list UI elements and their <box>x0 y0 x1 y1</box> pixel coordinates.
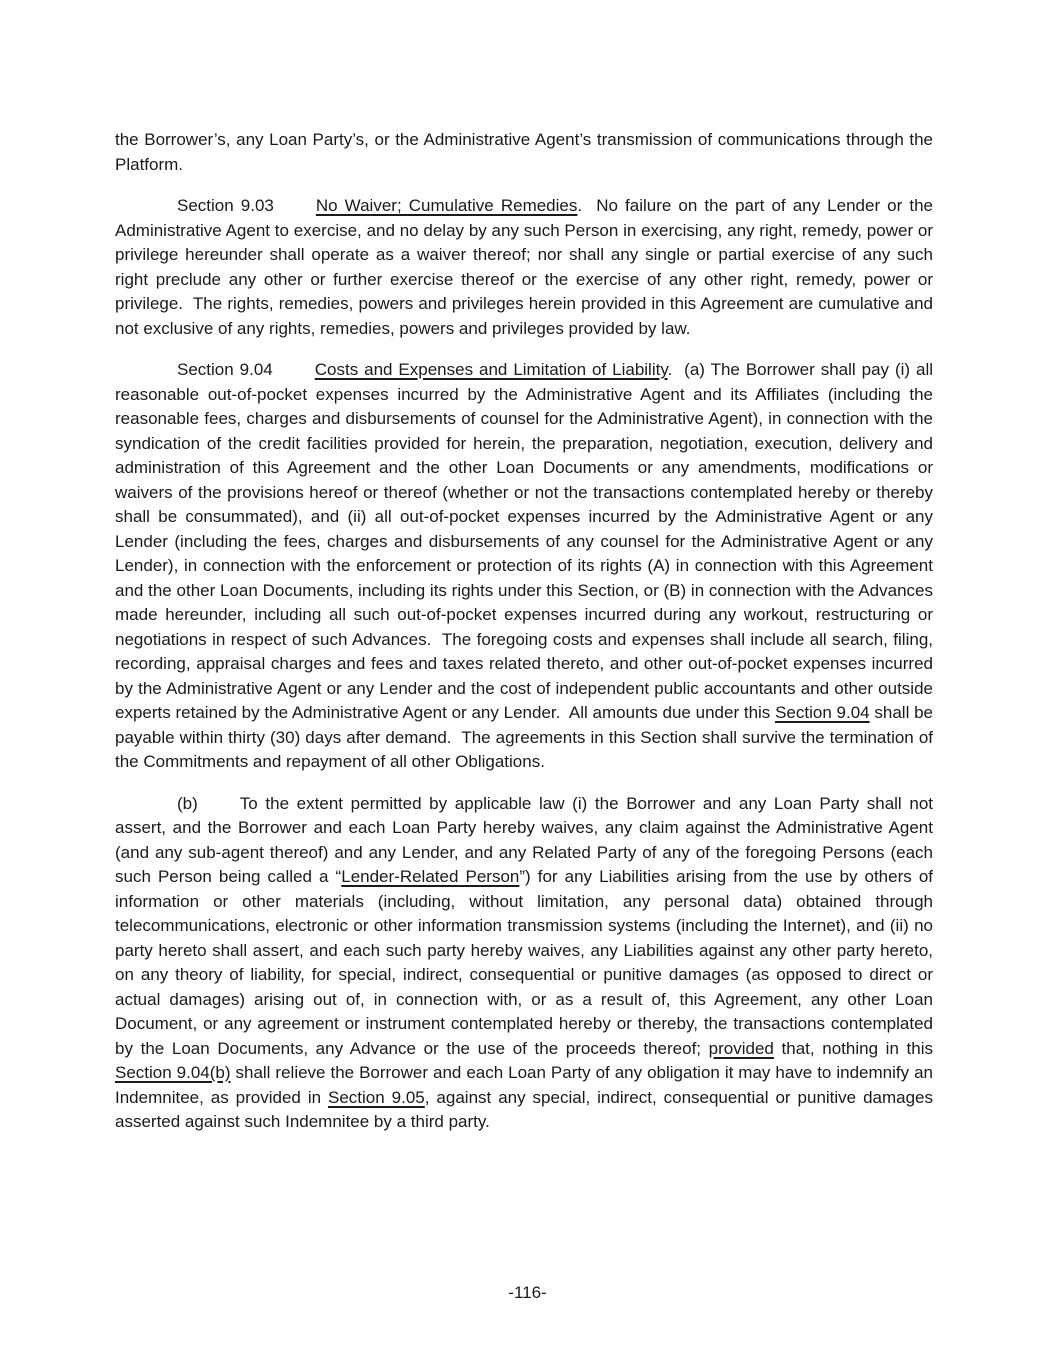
paragraph-section-9-04 <box>115 358 938 775</box>
page-number: -116- <box>508 1283 547 1302</box>
text-run: . (a) The Borrower shall pay (i) all reasonable out-of-pocket expenses incurred by the Administrative Agent and its Affiliates (including the reasonable fees, charges and disbursements of counsel for the Administrative Agent), in connection with the syndication of the credit facilities provided for herein, the preparation, negotiation, execution, delivery and administration of this Agreement and the other Loan Documents or any amendments, modifications or waivers of the provisions hereof or thereof (whether or not the transactions contemplated hereby or thereby shall be consummated), and (ii) all out-of-pocket expenses incurred by the Administrative Agent or any Lender (including the fees, charges and disbursements of any counsel for the Administrative Agent or any Lender), in connection with the enforcement or protection of its rights (A) in connection with this Agreement and the other Loan Documents, including its rights under this Section, or (B) in connection with the Advances made hereunder, including all such out-of-pocket expenses incurred during any workout, restructuring or negotiations in respect of such Advances. The foregoing costs and expenses shall include all search, filing, recording, appraisal charges and fees and taxes related thereto, and other out-of-pocket expenses incurred by the Administrative Agent or any Lender and the cost of independent public accountants and other outside experts retained by the Administrative Agent or any Lender. All amounts due under this <box>115 360 938 722</box>
text-run: the Borrower’s, any Loan Party’s, or the Administrative Agent’s transmission of communications through the Platform. <box>115 130 938 174</box>
tab-space <box>198 808 240 809</box>
text-run: Section 9.03 <box>177 196 274 215</box>
text-run: that, nothing in this <box>773 1038 938 1058</box>
tab-space <box>274 210 316 211</box>
text-run: shall be payable within thirty (30) days after demand. The agreements in this Section shall survive the termination of the Commitments and repayment of all other Obligations. <box>115 703 938 771</box>
underlined-run: Section 9.05 <box>328 1087 425 1107</box>
underlined-run: No Waiver; Cumulative Remedies <box>315 196 578 215</box>
text-run: shall relieve the Borrower and each Loan Party of any obligation it may have to indemnify an Indemnitee, as provided in <box>115 1063 938 1107</box>
paragraph-subsection-b <box>115 792 938 1135</box>
underlined-run: Section 9.04(b) <box>115 1063 231 1082</box>
underlined-run: Costs and Expenses and Limitation of Liability <box>314 360 668 379</box>
document-body <box>115 128 938 1152</box>
underlined-run: Lender-Related Person <box>341 867 520 886</box>
text-run: . No failure on the part of any Lender or the Administrative Agent to exercise, and no delay by any such Person in exercising, any right, remedy, power or privilege hereunder shall operate as a waiver thereof; nor shall any single or partial exercise of any such right preclude any other or further exercise thereof or the exercise of any other right, remedy, power or privilege. The rights, remedies, powers and privileges herein provided in this Agreement are cumulative and not exclusive of any rights, remedies, powers and privileges provided by law. <box>115 196 938 338</box>
underlined-run: provided <box>708 1038 774 1058</box>
underlined-run: Section 9.04 <box>775 703 870 722</box>
text-run: To the extent permitted by applicable law (i) the Borrower and any Loan Party shall not assert, and the Borrower and each Loan Party hereby waives, any claim against the Administrative Agent (and any sub-agent thereof) and any Lender, and any Related Party of any of the foregoing Persons (each such Person being called a “ <box>115 793 938 886</box>
text-run: (b) <box>177 793 198 813</box>
paragraph-section-9-03 <box>115 194 938 341</box>
text-run: , against any special, indirect, consequential or punitive damages asserted against such Indemnitee by a third party. <box>115 1087 938 1131</box>
text-run: Section 9.04 <box>177 360 273 379</box>
tab-space <box>273 374 315 375</box>
text-run: ”) for any Liabilities arising from the use by others of information or other materials (including, without limitation, any personal data) obtained through telecommunications, electronic or other information transmission systems (including the Internet), and (ii) no party hereto shall assert, and each such party hereby waives, any Liabilities against any other party hereto, on any theory of liability, for special, indirect, consequential or punitive damages (as opposed to direct or actual damages) arising out of, in connection with, or as a result of, this Agreement, any other Loan Document, or any agreement or instrument contemplated hereby or thereby, the transactions contemplated by the Loan Documents, any Advance or the use of the proceeds thereof; <box>115 867 938 1058</box>
paragraph-continuation <box>115 128 938 177</box>
